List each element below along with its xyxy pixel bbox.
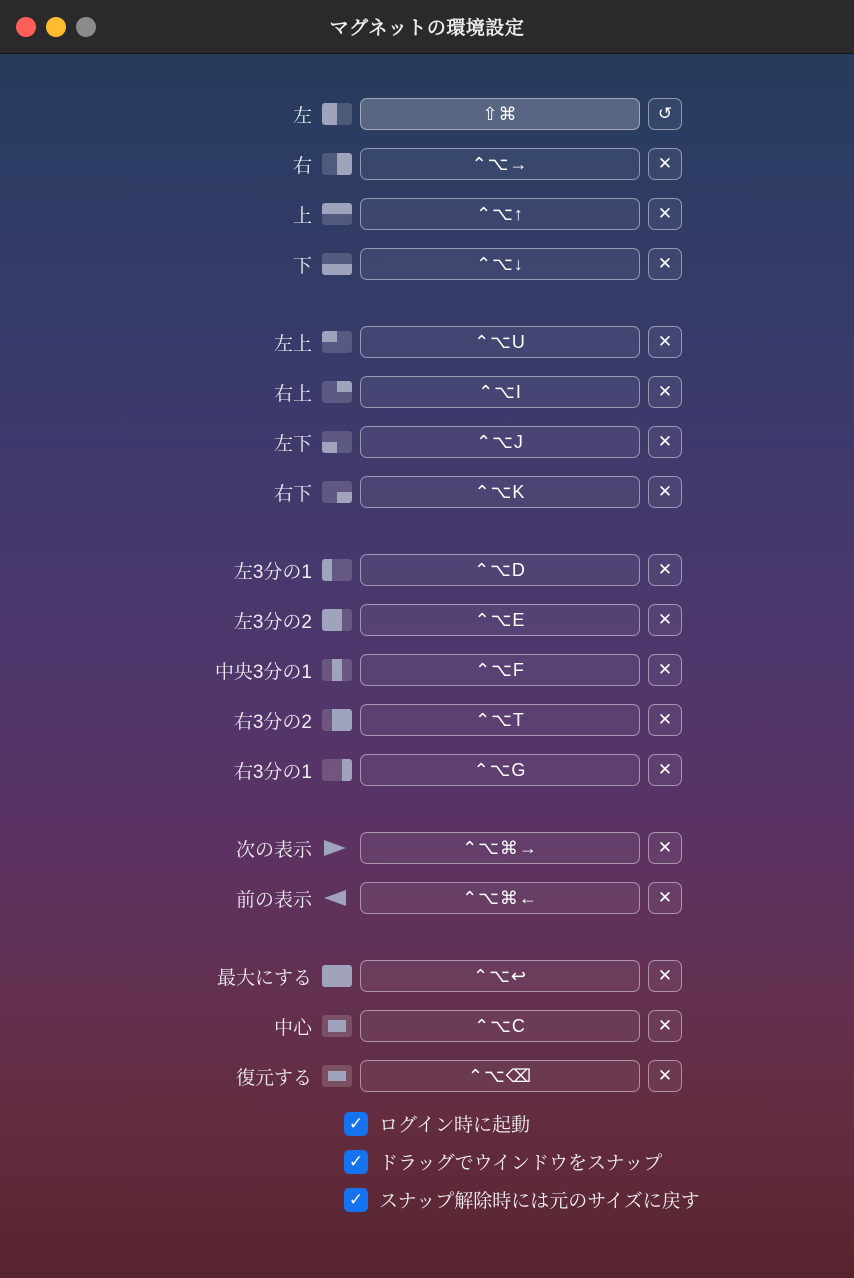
shortcut-label: 右3分の1 [233,761,312,783]
thumbnail-center-third-icon [322,659,352,681]
shortcut-input[interactable]: ⌃⌥→ [360,148,640,180]
thumbnail-wrap [322,1065,360,1087]
thumbnail-top-left-icon [322,331,352,353]
shortcut-label: 右3分の2 [233,711,312,733]
clear-shortcut-button[interactable]: ✕ [648,376,682,408]
thumbnail-next-display-icon [322,837,352,859]
shortcut-label: 左3分の2 [233,611,312,633]
shortcut-row [0,958,854,994]
shortcut-row [0,196,854,232]
shortcut-field-wrap [360,882,682,914]
shortcut-input[interactable]: ⌃⌥D [360,554,640,586]
thumbnail-maximize-icon [322,965,352,987]
shortcut-field-wrap [360,476,682,508]
options-section [0,1110,854,1213]
thumbnail-wrap [322,153,360,175]
thumbnail-wrap [322,203,360,225]
thumbnail-left-two-thirds-icon [322,609,352,631]
checkmark-icon[interactable]: ✓ [344,1112,368,1136]
thumbnail-wrap [322,659,360,681]
shortcut-field-wrap [360,148,682,180]
shortcut-input[interactable]: ⌃⌥U [360,326,640,358]
checkbox-row[interactable] [344,1186,854,1213]
thumbnail-wrap [322,837,360,859]
shortcut-row [0,602,854,638]
thumbnail-wrap [322,965,360,987]
checkbox-label: ログイン時に起動 [379,1115,531,1136]
shortcut-group [0,96,854,282]
shortcut-label: 復元する [235,1067,312,1089]
shortcut-input[interactable]: ⌃⌥I [360,376,640,408]
thumbnail-right-two-thirds-icon [322,709,352,731]
shortcut-field-wrap [360,554,682,586]
shortcut-input[interactable]: ⌃⌥F [360,654,640,686]
shortcut-row [0,374,854,410]
shortcut-label: 中心 [273,1017,312,1039]
shortcut-group [0,958,854,1094]
group-spacer [0,296,854,324]
clear-shortcut-button[interactable]: ✕ [648,476,682,508]
thumbnail-restore-icon [322,1065,352,1087]
shortcut-input[interactable]: ⌃⌥⌘← [360,882,640,914]
shortcut-label: 中央3分の1 [214,661,312,683]
clear-shortcut-button[interactable]: ✕ [648,832,682,864]
thumbnail-bottom-half-icon [322,253,352,275]
clear-shortcut-button[interactable]: ✕ [648,426,682,458]
clear-shortcut-button[interactable]: ✕ [648,604,682,636]
shortcut-field-wrap [360,326,682,358]
clear-shortcut-button[interactable]: ✕ [648,754,682,786]
shortcut-input[interactable]: ⇧⌘ [360,98,640,130]
thumbnail-left-half-icon [322,103,352,125]
shortcut-field-wrap [360,426,682,458]
group-spacer [0,524,854,552]
revert-shortcut-button[interactable]: ↺ [648,98,682,130]
shortcut-group [0,830,854,916]
shortcut-row [0,652,854,688]
shortcut-label: 左3分の1 [233,561,312,583]
thumbnail-wrap [322,331,360,353]
shortcut-label: 次の表示 [235,839,312,861]
shortcut-row [0,424,854,460]
shortcut-input[interactable]: ⌃⌥E [360,604,640,636]
checkbox-row[interactable] [344,1110,854,1137]
shortcut-label: 右 [292,155,312,177]
thumbnail-bottom-left-icon [322,431,352,453]
clear-shortcut-button[interactable]: ✕ [648,882,682,914]
shortcut-row [0,752,854,788]
thumbnail-wrap [322,1015,360,1037]
shortcut-input[interactable]: ⌃⌥G [360,754,640,786]
shortcut-field-wrap [360,960,682,992]
thumbnail-wrap [322,103,360,125]
thumbnail-right-half-icon [322,153,352,175]
shortcut-row [0,1058,854,1094]
thumbnail-left-third-icon [322,559,352,581]
clear-shortcut-button[interactable]: ✕ [648,198,682,230]
shortcut-input[interactable]: ⌃⌥↓ [360,248,640,280]
thumbnail-prev-display-icon [322,887,352,909]
checkbox-label: ドラッグでウインドウをスナップ [379,1153,663,1174]
shortcut-field-wrap [360,376,682,408]
thumbnail-wrap [322,431,360,453]
shortcut-input[interactable]: ⌃⌥⌫ [360,1060,640,1092]
shortcut-field-wrap [360,704,682,736]
thumbnail-center-icon [322,1015,352,1037]
shortcut-row [0,324,854,360]
thumbnail-wrap [322,887,360,909]
clear-shortcut-button[interactable]: ✕ [648,326,682,358]
group-spacer [0,930,854,958]
clear-shortcut-button[interactable]: ✕ [648,654,682,686]
shortcut-row [0,474,854,510]
shortcut-input[interactable]: ⌃⌥↑ [360,198,640,230]
thumbnail-bottom-right-icon [322,481,352,503]
shortcut-field-wrap [360,1060,682,1092]
clear-shortcut-button[interactable]: ✕ [648,1010,682,1042]
shortcut-group [0,324,854,510]
window-title: マグネットの環境設定 [329,18,525,39]
shortcut-row [0,1008,854,1044]
shortcut-row [0,552,854,588]
shortcut-label: 左上 [273,333,312,355]
shortcut-input[interactable]: ⌃⌥K [360,476,640,508]
thumbnail-wrap [322,759,360,781]
checkmark-icon[interactable]: ✓ [344,1188,368,1212]
checkmark-icon[interactable]: ✓ [344,1150,368,1174]
thumbnail-wrap [322,609,360,631]
shortcut-field-wrap [360,654,682,686]
thumbnail-wrap [322,559,360,581]
shortcut-field-wrap [360,198,682,230]
shortcut-row [0,246,854,282]
thumbnail-top-half-icon [322,203,352,225]
thumbnail-wrap [322,481,360,503]
shortcut-label: 下 [292,255,312,277]
thumbnail-wrap [322,381,360,403]
shortcut-field-wrap [360,248,682,280]
shortcut-row [0,880,854,916]
shortcut-row [0,830,854,866]
shortcut-field-wrap [360,832,682,864]
shortcut-row [0,146,854,182]
checkbox-label: スナップ解除時には元のサイズに戻す [379,1191,700,1212]
shortcut-row [0,702,854,738]
shortcut-label: 上 [292,205,312,227]
shortcut-input[interactable]: ⌃⌥C [360,1010,640,1042]
group-spacer [0,802,854,830]
shortcut-field-wrap [360,1010,682,1042]
shortcut-field-wrap [360,754,682,786]
shortcut-input[interactable]: ⌃⌥J [360,426,640,458]
thumbnail-wrap [322,709,360,731]
clear-shortcut-button[interactable]: ✕ [648,1060,682,1092]
checkbox-row[interactable] [344,1148,854,1175]
shortcut-input[interactable]: ⌃⌥T [360,704,640,736]
shortcut-input[interactable]: ⌃⌥↩ [360,960,640,992]
shortcut-row [0,96,854,132]
clear-shortcut-button[interactable]: ✕ [648,960,682,992]
shortcut-label: 右下 [273,483,312,505]
shortcut-field-wrap [360,604,682,636]
shortcut-list [0,54,854,1094]
shortcut-input[interactable]: ⌃⌥⌘→ [360,832,640,864]
shortcut-label: 前の表示 [235,889,312,911]
shortcut-group [0,552,854,788]
clear-shortcut-button[interactable]: ✕ [648,248,682,280]
thumbnail-top-right-icon [322,381,352,403]
shortcut-label: 左下 [273,433,312,455]
clear-shortcut-button[interactable]: ✕ [648,554,682,586]
shortcut-field-wrap [360,98,682,130]
clear-shortcut-button[interactable]: ✕ [648,148,682,180]
shortcut-label: 右上 [273,383,312,405]
clear-shortcut-button[interactable]: ✕ [648,704,682,736]
shortcut-label: 最大にする [216,967,312,989]
thumbnail-right-third-icon [322,759,352,781]
shortcut-label: 左 [292,105,312,127]
title-bar [0,0,854,54]
thumbnail-wrap [322,253,360,275]
